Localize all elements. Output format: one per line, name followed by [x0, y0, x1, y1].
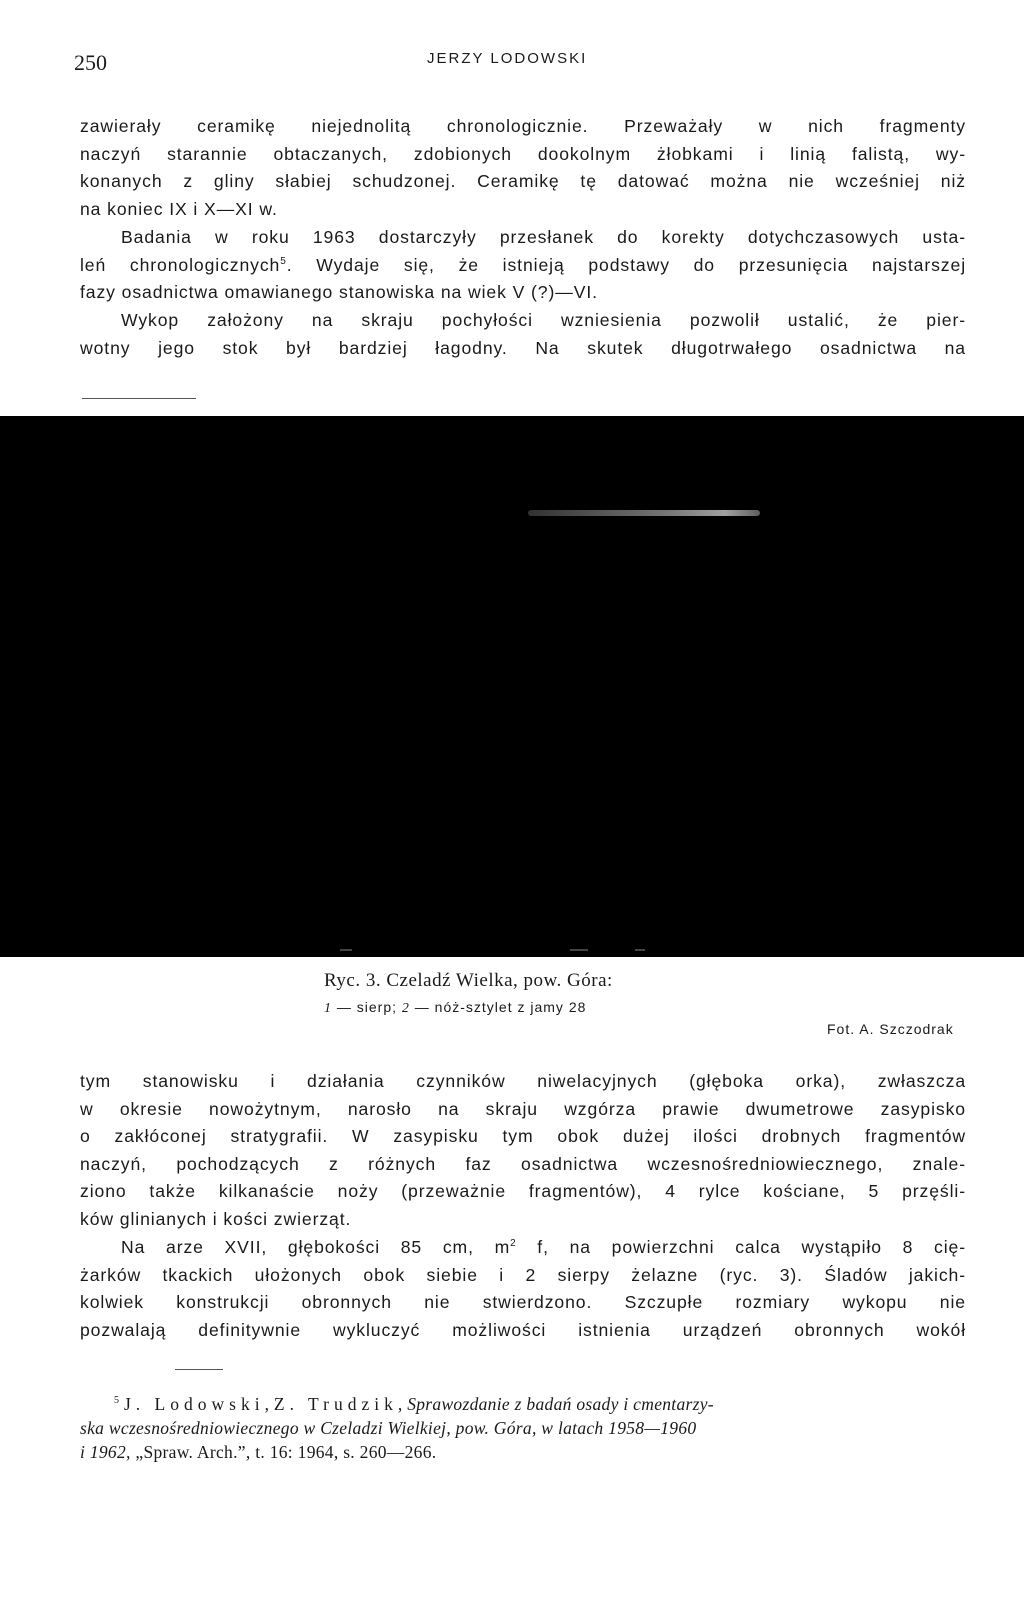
text-fragment: . Wydaje się, że istnieją podstawy do przesunięcia najstarszej: [286, 254, 967, 275]
footnote-ref[interactable]: 5: [280, 255, 287, 267]
footnote-title: i 1962,: [80, 1441, 131, 1462]
footnote-marker: 5: [114, 1395, 120, 1406]
text-fragment: leń chronologicznych: [80, 254, 281, 275]
text-line: kolwiek konstrukcji obronnych nie stwierdzono. Szczupłe rozmiary wykopu nie: [80, 1292, 966, 1313]
superscript: 2: [510, 1238, 517, 1249]
text-line: wotny jego stok był bardziej łagodny. Na skutek długotrwałego osadnictwa na: [80, 337, 966, 358]
footnote: [80, 1393, 966, 1464]
running-head: JERZY LODOWSKI: [427, 50, 588, 67]
footnote-source: „Spraw. Arch.”, t. 16: 1964, s. 260—266.: [130, 1441, 437, 1462]
text-line: w okresie nowożytnym, narosło na skraju wzgórza prawie dwumetrowe zasypisko: [80, 1098, 966, 1119]
text-line: tym stanowisku i działania czynników niwelacyjnych (głęboka orka), zwłaszcza: [80, 1071, 966, 1091]
footnote-sep: ,: [264, 1394, 274, 1414]
paragraph-1: [80, 113, 966, 223]
footnote-rule: [175, 1369, 223, 1370]
text-line: zawierały ceramikę niejednolitą chronologicznie. Przeważały w nich fragmenty: [80, 116, 966, 136]
text-line: żarków tkackich ułożonych obok siebie i 2 sierpy żelazne (ryc. 3). Śladów jakich-: [80, 1264, 966, 1285]
text-fragment: Na arze XVII, głębokości 85 cm, m: [121, 1237, 511, 1257]
photo-artifact: [340, 949, 352, 951]
text-line: na koniec IX i X—XI w.: [80, 198, 278, 219]
photo-credit: Fot. A. Szczodrak: [827, 1021, 954, 1037]
text-line: [80, 1234, 966, 1262]
paragraph-2: [80, 224, 966, 307]
figure-photo: [0, 416, 1024, 957]
footnote-author: J. Lodowski: [124, 1394, 265, 1414]
paragraph-5: [80, 1234, 966, 1344]
text-line: ziono także kilkanaście noży (przeważnie fragmentów), 4 rylce kościane, 5 przęśli-: [80, 1181, 966, 1202]
paragraph-3: [80, 307, 966, 362]
text-line: Wykop założony na skraju pochyłości wzniesienia pozwolił ustalić, że pier-: [121, 310, 966, 330]
footnote-line: $^5$ J. Lodowski, Z. Trudzik, Sprawozdanie z badań osady i cmentarzy-: [114, 1394, 714, 1414]
footnote-title: Sprawozdanie z badań osady i cmentarzy-: [407, 1394, 714, 1414]
page-number: 250: [74, 50, 107, 75]
text-line: [80, 252, 966, 280]
footnote-author: Z. Trudzik: [273, 1394, 398, 1414]
paragraph-4: [80, 1068, 966, 1234]
text-line: o zakłóconej stratygrafii. W zasypisku tym obok dużej ilości drobnych fragmentów: [80, 1126, 966, 1147]
legend-text: — nóż-sztylet z jamy 28: [409, 999, 587, 1015]
figure-caption: Ryc. 3. Czeladź Wielka, pow. Góra:: [324, 970, 613, 991]
legend-number: 1: [324, 1001, 332, 1016]
text-line: naczyń starannie obtaczanych, zdobionych dookolnym żłobkami i linią falistą, wy-: [80, 143, 966, 164]
separator-rule: [82, 398, 196, 399]
figure-legend: [324, 999, 586, 1017]
text-line: pozwalają definitywnie wykluczyć możliwości istnienia urządzeń obronnych wokół: [80, 1319, 966, 1340]
footnote-title: ska wczesnośredniowiecznego w Czeladzi Wielkiej, pow. Góra, w latach 1958—1960: [80, 1417, 697, 1438]
text-line: ków glinianych i kości zwierząt.: [80, 1208, 352, 1229]
text-fragment: f, na powierzchni calca wystąpiło 8 cię-: [516, 1237, 966, 1257]
text-line: konanych z gliny słabiej schudzonej. Ceramikę tę datować można nie wcześniej niż: [80, 171, 966, 192]
text-line: Badania w roku 1963 dostarczyły przesłanek do korekty dotychczasowych usta-: [121, 227, 966, 247]
legend-text: — sierp;: [332, 999, 402, 1015]
footnote-line: [80, 1417, 966, 1441]
legend-number: 2: [401, 1001, 410, 1016]
text-line: naczyń, pochodzących z różnych faz osadnictwa wczesnośredniowiecznego, znale-: [80, 1153, 966, 1174]
text-line: fazy osadnictwa omawianego stanowiska na wiek V (?)—VI.: [80, 282, 598, 303]
photo-artifact: [635, 949, 645, 951]
photo-artifact: [570, 949, 588, 951]
footnote-line: [80, 1441, 966, 1465]
photo-artifact: [528, 510, 760, 516]
